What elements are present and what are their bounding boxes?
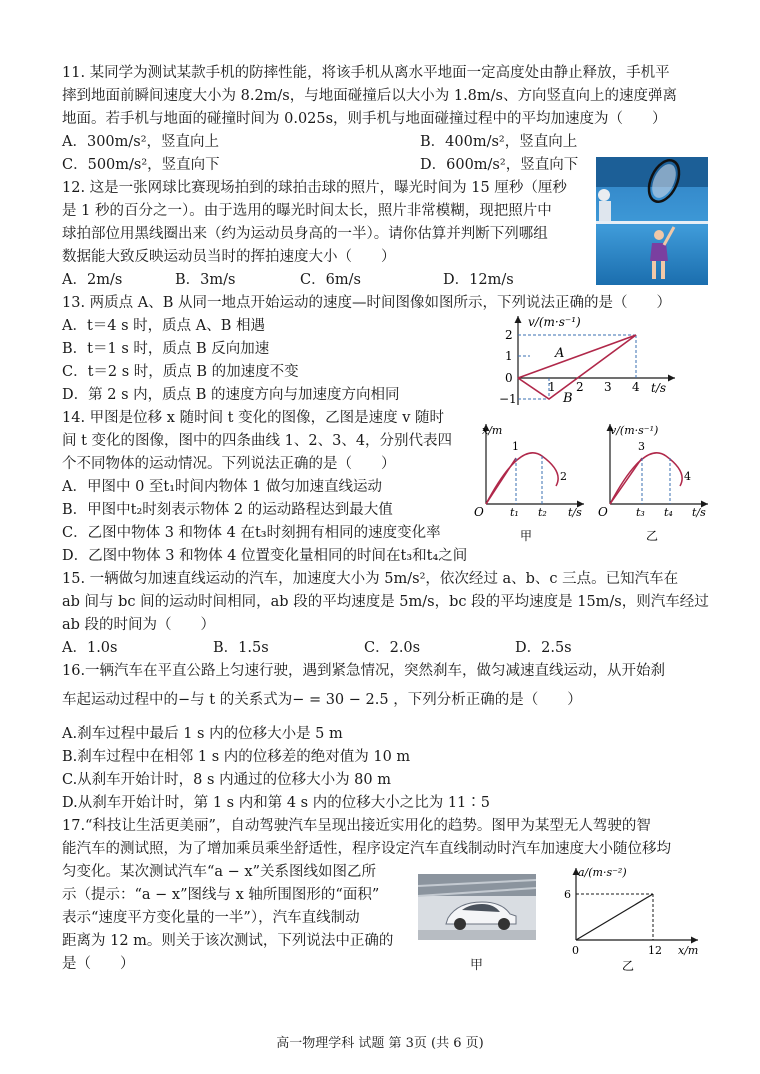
q17-line-4: 示（提示：“a − x”图线与 x 轴所围图形的“面积” (62, 887, 380, 903)
curve-3 (610, 458, 642, 504)
ytick-2: 2 (505, 328, 513, 342)
ytick-1: 1 (505, 349, 513, 363)
q14-option-b: B．甲图中t₂时刻表示物体 2 的运动路程达到最大值 (62, 502, 393, 518)
x-axis-label: t/s (651, 381, 667, 395)
q15-line-2: ab 间与 bc 间的运动时间相同，ab 段的平均速度是 5m/s，bc 段的平均速度是 15m/s，则汽车经过 (62, 594, 709, 610)
q12-option-b: B．3m/s (175, 272, 236, 288)
jia-curve-1-label: 1 (512, 440, 519, 453)
q11-option-d: D．600m/s²，竖直向下 (420, 157, 579, 173)
q13-option-a: A．t＝4 s 时，质点 A、B 相遇 (62, 318, 266, 334)
q17-line-5: 表示“速度平方变化量的一半”），汽车直线制动 (62, 910, 360, 926)
jia-caption: 甲 (520, 529, 533, 543)
ax-xtick-12: 12 (648, 944, 662, 957)
q14-graph-jia (472, 420, 592, 549)
q16-line-1: 16.一辆汽车在平直公路上匀速行驶，遇到紧急情况，突然刹车，做匀减速直线运动，从开始刹 (62, 663, 666, 679)
ax-y-label: a/(m·s⁻²) (578, 866, 627, 879)
q11-option-b: B．400m/s²，竖直向上 (420, 134, 578, 150)
jia-origin: O (474, 505, 484, 519)
q15-line-1: 15. 一辆做匀加速直线运动的汽车，加速度大小为 5m/s²，依次经过 a、b、c 三点。已知汽车在 (62, 571, 679, 587)
q15-line-3: ab 段的时间为（ ） (62, 617, 216, 633)
q16-option-c: C.从刹车开始计时，8 s 内通过的位移大小为 80 m (62, 772, 391, 788)
q17-line-1: 17.“科技让生活更美丽”，自动驾驶汽车呈现出接近实用化的趋势。图甲为某型无人驾驶的智 (62, 818, 651, 834)
ax-ytick-6: 6 (564, 888, 571, 901)
yi-t4: t₄ (664, 506, 673, 519)
q12-option-d: D．12m/s (443, 272, 514, 288)
yi-t3: t₃ (636, 506, 645, 519)
q11-line-2: 摔到地面前瞬间速度大小为 8.2m/s，与地面碰撞后以大小为 1.8m/s、方向竖直向上的速度弹离 (62, 88, 677, 104)
jia-t1: t₁ (510, 506, 519, 519)
q13-vt-graph (495, 310, 695, 414)
label-a: A (555, 346, 565, 361)
q14-line-3: 个不同物体的运动情况。下列说法正确的是（ ） (62, 456, 396, 472)
q11-line-3: 地面。若手机与地面的碰撞时间为 0.025s，则手机与地面碰撞过程中的平均加速度为（ ） (62, 111, 667, 127)
q15-option-c: C．2.0s (364, 640, 421, 656)
label-b: B (563, 391, 573, 406)
ytick-neg1: −1 (499, 392, 517, 406)
q16-line-2: 车起运动过程中的−与 t 的关系式为− = 30 − 2.5 ，下列分析正确的是（ ） (62, 692, 582, 708)
q14-line-2: 间 t 变化的图像，图中的四条曲线 1、2、3、4，分别代表四 (62, 433, 453, 449)
jia-curve-2-label: 2 (560, 470, 567, 483)
q14-graph-yi (596, 420, 716, 549)
yi-curve-3-label: 3 (638, 440, 645, 453)
jia-t2: t₂ (538, 506, 547, 519)
yi-curve-4-label: 4 (684, 470, 691, 483)
curve-4 (610, 453, 682, 504)
q16-option-d: D.从刹车开始计时，第 1 s 内和第 4 s 内的位移大小之比为 11∶5 (62, 795, 490, 811)
q14-option-c: C．乙图中物体 3 和物体 4 在t₃时刻拥有相同的速度变化率 (62, 525, 441, 541)
page-footer: 高一物理学科 试题 第 3页 (共 6 页) (276, 1036, 484, 1051)
q11-option-c: C．500m/s²，竖直向下 (62, 157, 220, 173)
xtick-2: 2 (576, 380, 584, 394)
q16-option-b: B.刹车过程中在相邻 1 s 内的位移差的绝对值为 10 m (62, 749, 411, 765)
jia-x-label: t/s (568, 506, 582, 519)
self-driving-car-photo (418, 874, 536, 940)
q12-line-3: 球拍部位用黑线圈出来（约为运动员身高的一半）。请你估算并判断下列哪组 (62, 226, 548, 242)
line-a (518, 335, 636, 378)
q14-option-d: D．乙图中物体 3 和物体 4 位置变化量相同的时间在t₃和t₄之间 (62, 548, 468, 564)
curve-2 (486, 453, 558, 504)
ax-x-label: x/m (678, 944, 699, 957)
jia-y-label: x/m (482, 424, 503, 437)
q15-option-a: A．1.0s (62, 640, 118, 656)
q17-line-7: 是（ ） (62, 956, 135, 972)
q11-line-1: 11. 某同学为测试某款手机的防摔性能，将该手机从离水平地面一定高度处由静止释放，手机平 (62, 65, 670, 81)
q13-line-1: 13. 两质点 A、B 从同一地点开始运动的速度—时间图像如图所示，下列说法正确的是（ ） (62, 295, 672, 311)
q15-option-d: D．2.5s (515, 640, 572, 656)
q17-photo-caption: 甲 (470, 958, 484, 973)
yi-x-label: t/s (692, 506, 706, 519)
q11-option-a: A．300m/s²，竖直向上 (62, 134, 220, 150)
q12-line-1: 12. 这是一张网球比赛现场拍到的球拍击球的照片，曝光时间为 15 厘秒（厘秒 (62, 180, 567, 196)
q12-line-4: 数据能大致反映运动员当时的挥拍速度大小（ ） (62, 249, 396, 265)
q12-line-2: 是 1 秒的百分之一）。由于选用的曝光时间太长，照片非常模糊，现把照片中 (62, 203, 552, 219)
yi-caption: 乙 (646, 529, 659, 543)
yi-origin: O (598, 505, 608, 519)
q17-line-3: 匀变化。某次测试汽车“a − x”关系图线如图乙所 (62, 864, 377, 880)
yi-y-label: v/(m·s⁻¹) (610, 424, 659, 437)
ax-origin: 0 (572, 944, 579, 957)
ytick-0: 0 (505, 371, 513, 385)
q16-option-a: A.刹车过程中最后 1 s 内的位移大小是 5 m (62, 726, 343, 742)
q13-option-c: C．t＝2 s 时，质点 B 的加速度不变 (62, 364, 299, 380)
q13-option-b: B．t＝1 s 时，质点 B 反向加速 (62, 341, 270, 357)
xtick-4: 4 (632, 380, 640, 394)
y-axis-label: v/(m·s⁻¹) (528, 315, 581, 329)
q15-option-b: B．1.5s (213, 640, 269, 656)
q13-option-d: D．第 2 s 内，质点 B 的速度方向与加速度方向相同 (62, 387, 400, 403)
tennis-photo (596, 157, 708, 285)
q14-option-a: A．甲图中 0 至t₁时间内物体 1 做匀加速直线运动 (62, 479, 382, 495)
xtick-3: 3 (604, 380, 612, 394)
q12-option-a: A．2m/s (62, 272, 123, 288)
q17-ax-graph (560, 862, 710, 978)
q12-option-c: C．6m/s (300, 272, 361, 288)
q17-line-6: 距离为 12 m。则关于该次测试，下列说法中正确的 (62, 933, 394, 949)
ax-caption: 乙 (622, 959, 635, 973)
ax-line (576, 894, 653, 940)
xtick-1: 1 (548, 380, 556, 394)
q14-line-1: 14. 甲图是位移 x 随时间 t 变化的图像，乙图是速度 v 随时 (62, 410, 445, 426)
q17-line-2: 能汽车的测试照，为了增加乘员乘坐舒适性，程序设定汽车直线制动时汽车加速度大小随位移均 (62, 841, 671, 857)
